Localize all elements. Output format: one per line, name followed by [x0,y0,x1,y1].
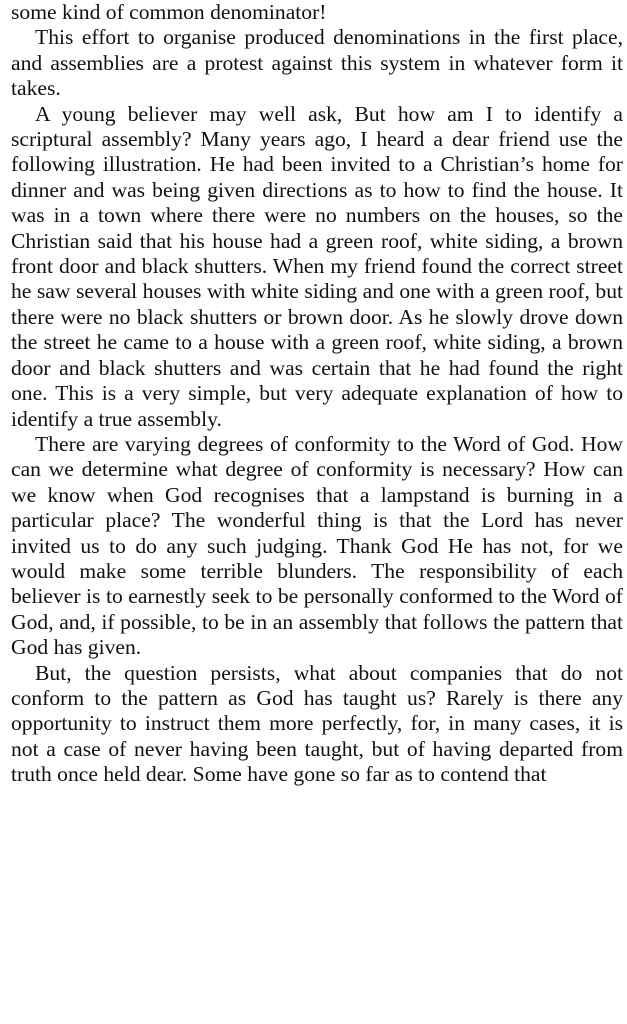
paragraph-illustration: A young believer may well ask, But how am I to identify a scriptural assembly? Many years ago, I heard a dear friend use the following illustration. He had been invited to a Christian’s home for dinner and was being given directions as to how to find the house. It was in a town where there were no numbers on the houses, so the Christian said that his house had a green roof, white siding, a brown front door and black shutters. When my friend found the correct street he saw several houses with white siding and one with a green roof, but there were no black shutters or brown door. As he slowly drove down the street he came to a house with a green roof, white siding, a brown door and black shutters and was certain that he had found the right one. This is a very simple, but very adequate explanation of how to identify a true assembly. [11,101,623,431]
paragraph-continuation: some kind of common denominator! [11,0,327,24]
paragraph-question: But, the question persists, what about companies that do not conform to the pattern as God has taught us? Rarely is there any opportunity to instruct them more perfectly, for, in many cases, it is not a case of never having been taught, but of having departed from truth once held dear. Some have gone so far as to contend that [11,660,623,787]
document-page [11,0,623,788]
paragraph-denominations: This effort to organise produced denominations in the first place, and assemblies are a protest against this system in whatever form it takes. [11,25,623,101]
paragraph-conformity: There are varying degrees of conformity to the Word of God. How can we determine what degree of conformity is necessary? How can we know when God recognises that a lampstand is burning in a particular place? The wonderful thing is that the Lord has never invited us to do any such judging. Thank God He has not, for we would make some terrible blunders. The responsibility of each believer is to earnestly seek to be personally conformed to the Word of God, and, if possible, to be in an assembly that follows the pattern that God has given. [11,431,623,660]
